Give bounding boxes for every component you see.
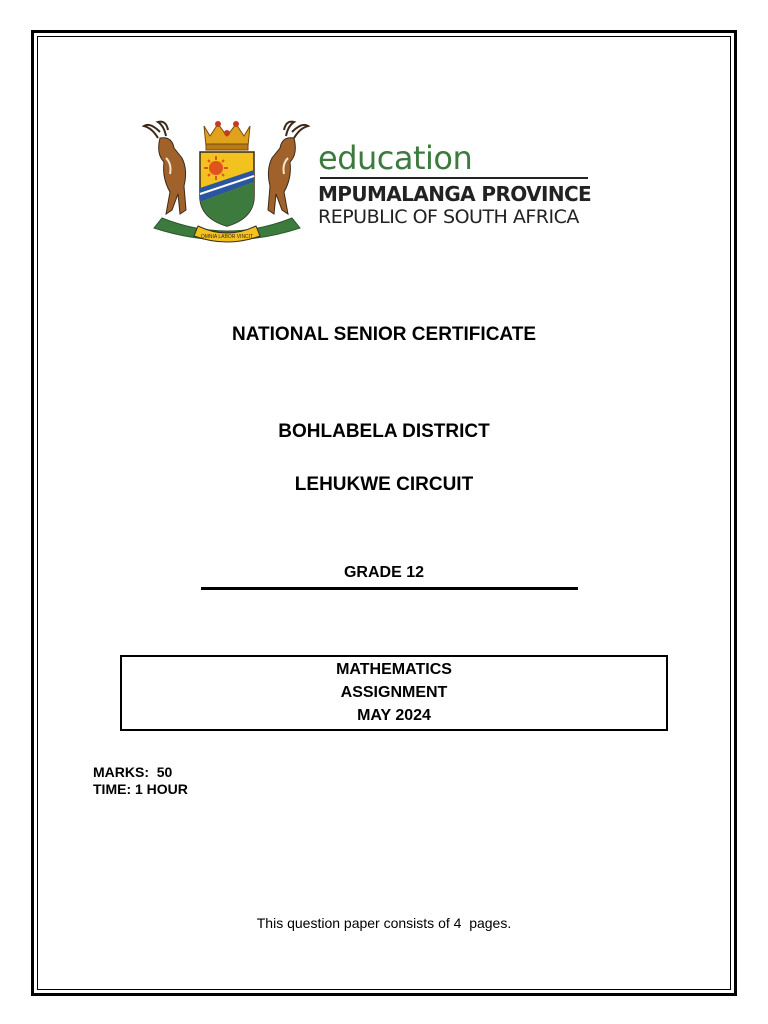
coat-of-arms-icon	[142, 118, 312, 248]
logo-province-name: MPUMALANGA PROVINCE	[318, 182, 592, 206]
logo-education-word: education	[318, 139, 473, 177]
logo-divider	[320, 177, 588, 179]
grade-underline	[201, 587, 578, 590]
certificate-title: NATIONAL SENIOR CERTIFICATE	[232, 324, 536, 345]
marks-label: MARKS: 50	[93, 764, 173, 780]
paper-date: MAY 2024	[357, 707, 431, 724]
circuit-name: LEHUKWE CIRCUIT	[294, 474, 474, 495]
subject-name: MATHEMATICS	[336, 661, 452, 678]
subject-box	[120, 655, 668, 731]
district-name: BOHLABELA DISTRICT	[278, 421, 490, 442]
time-label: TIME: 1 HOUR	[93, 781, 188, 797]
motto-text: OMNIA LABOR VINCIT	[200, 234, 254, 240]
grade-label: GRADE 12	[343, 564, 425, 581]
paper-type: ASSIGNMENT	[340, 684, 448, 701]
education-logo	[318, 140, 608, 228]
logo-republic-name: REPUBLIC OF SOUTH AFRICA	[318, 206, 579, 228]
page-count-note: This question paper consists of 4 pages.	[256, 915, 512, 931]
